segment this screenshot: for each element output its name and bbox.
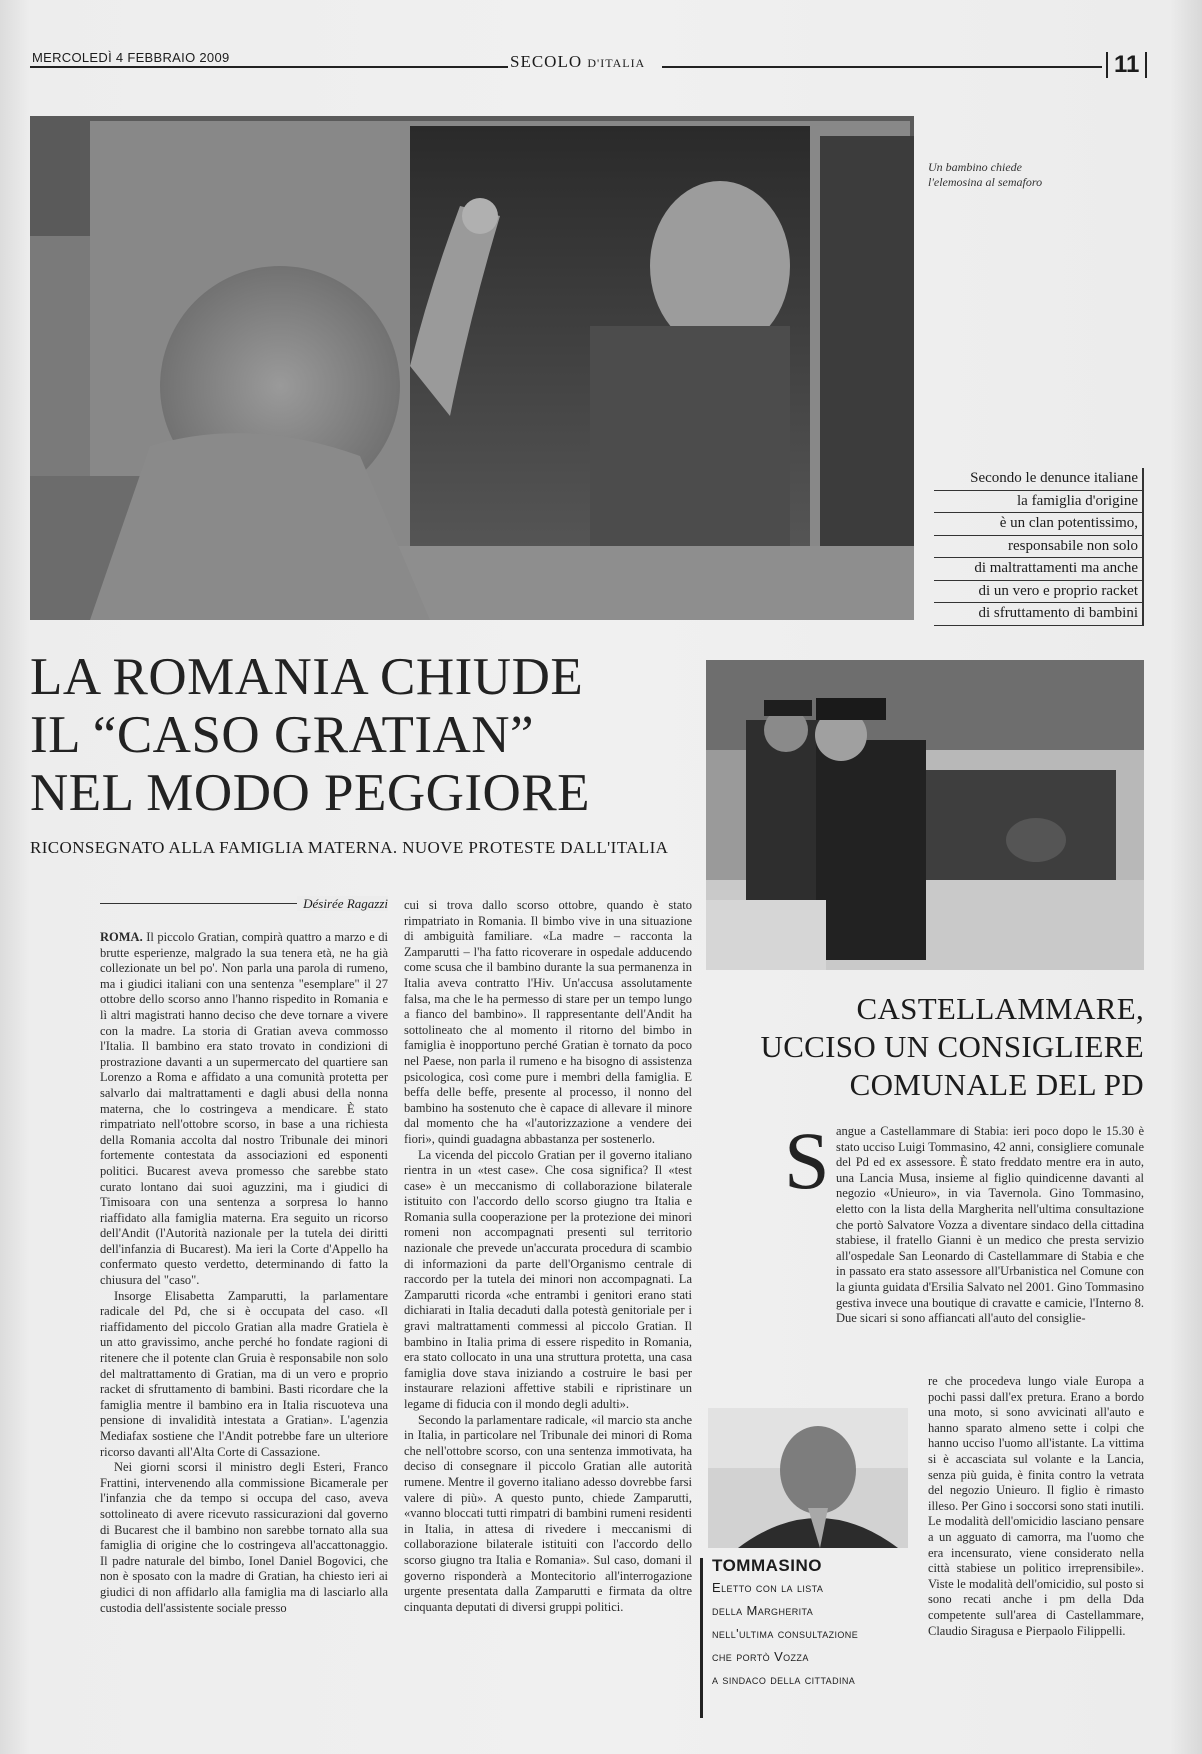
side-headline-line2: UCCISO UN CONSIGLIERE [760,1029,1144,1064]
pull-quote [934,468,1144,626]
main-article-column-2 [404,898,692,1728]
pull-quote-line: la famiglia d'origine [934,491,1144,514]
pull-quote-line: di maltrattamenti ma anche [934,558,1144,581]
article-paragraph: angue a Castellammare di Stabia: ieri poco dopo le 15.30 è stato ucciso Luigi Tommasino, 42 anni, consigliere comunale del Pd ed ex assessore. È stato freddato mentre era in auto, una Lancia Musa, insieme al figlio quindicenne davanti al negozio «Unieuro», in via Tavernola. Gino Tommasino, eletto con la lista della Margherita nell'ultima consultazione che portò Salvatore Vozza a diventare sindaco della cittadina stabiese, il fratello Gianni è un medico che presta servizio all'ospedale San Leonardo di Castellammare di Stabia e che in passato era stato assessore all'Urbanistica nel Comune con la giunta guidata d'Ersilia Salvato nel 2001. Gino Tommasino gestiva invece una boutique di cravatte e camicie, l'Interno 8. Due sicari si sono affiancati all'auto del consiglie- [836,1124,1144,1326]
main-subhead: RICONSEGNATO ALLA FAMIGLIA MATERNA. NUOVE PROTESTE DALL'ITALIA [30,838,669,857]
portrait-caption-line: Eletto con la lista [712,1580,824,1595]
photo-tommasino [708,1408,908,1548]
pull-quote-line: di sfruttamento di bambini [934,603,1144,626]
photo-child-begging-image [30,116,914,620]
photo-police-car-image [706,660,1144,970]
pull-quote-line: Secondo le denunce italiane [934,468,1144,491]
pull-quote-line: responsabile non solo [934,536,1144,559]
newspaper-name-suffix: D'ITALIA [587,56,646,70]
pull-quote-line: è un clan potentissimo, [934,513,1144,536]
issue-date: MERCOLEDÌ 4 FEBBRAIO 2009 [32,50,230,65]
portrait-caption-line: della Margherita [712,1603,814,1618]
top-photo-caption [928,160,1042,190]
article-paragraph: La vicenda del piccolo Gratian per il governo italiano rientra in un «test case». Che cosa significa? Il «test case» è un meccanismo di collaborazione bilaterale istituito con l'accordo dello scorso giugno tra Italia e Romania sulla cooperazione per la protezione dei minori romeni non accompagnati presenti sul territorio nazionale che prevede un'accurata procedura di scambio di informazioni da parte dell'Organismo centrale di raccordo per la tutela dei minori non accompagnati. La Zamparutti ricorda «che entrambi i genitori erano stati dichiarati in Italia decaduti dalla potestà genitoriale per i gravi maltrattamenti commessi al piccolo Gratian. Il bambino in Italia prima di essere rispedito in Romania, era stato collocato in una una struttura protetta, una casa famiglia dove stava iniziando a costruire le basi per instaurare relazioni affettive stabili e ripristinare un legame di fiducia con il mondo degli adulti». [404,1147,692,1411]
portrait-name: TOMMASINO [712,1556,822,1575]
portrait-caption-line: che portò Vozza [712,1649,809,1664]
main-headline-line1: LA ROMANIA CHIUDE [30,648,584,706]
top-photo-caption-line1: Un bambino chiede [928,160,1022,174]
drop-cap: S [784,1115,830,1206]
article-paragraph: Secondo la parlamentare radicale, «il marcio sta anche in Italia, in particolare nel Tribunale dei minori di Roma che nell'ottobre scorso, con una sentenza immotivata, ha deciso di consegnare il piccolo Gratian alle autorità rumene. Mentre il governo italiano adesso dovrebbe farsi valere di più». A questo punto, chiede Zamparutti, «vanno bloccati tutti rimpatri di bambini rumeni residenti in Italia, in attesa di rivedere i meccanismi di collaborazione bilaterale istituiti con l'accordo dello scorso giugno tra Italia e Romania». Sul caso, domani il governo risponderà a Montecitorio all'interrogazione urgente presentata dalla Zamparutti e firmata da oltre cinquanta deputati di diversi gruppi politici. [404,1412,692,1614]
portrait-caption [712,1556,908,1691]
main-article-column-1 [100,930,388,1730]
newspaper-name: SECOLO [510,52,583,71]
portrait-caption-line: a sindaco della cittadina [712,1672,856,1687]
portrait-caption-rule [700,1558,703,1718]
page-number: 11 [1106,52,1147,78]
main-headline [30,648,710,822]
article-paragraph [100,930,388,1289]
photo-child-begging [30,116,914,620]
article-paragraph: Insorge Elisabetta Zamparutti, la parlamentare radicale del Pd, che si è occupata del caso. «Il riaffidamento del piccolo Gratian alla madre Gratiela è un atto gravissimo, anche perché ho fondate ragioni di ritenere che il potente clan Gruia è responsabile non solo del maltrattamento di Gratian, ma di un vero e proprio racket di sfruttamento di bambini. Basti ricordare che la famiglia mentre il bambino era in Italia riscuoteva una pensione di invalidità intestata a Gratian». L'agenzia Mediafax sostiene che l'Andit potrebbe fare un ulteriore ricorso davanti all'Alta Corte di Cassazione. [100,1288,388,1459]
header-rule-left [30,66,508,68]
photo-police-car [706,660,1144,970]
side-article-intro [836,1124,1144,1354]
newspaper-title [510,52,645,72]
byline-author: Désirée Ragazzi [297,896,388,911]
portrait-caption-line: nell'ultima consultazione [712,1626,859,1641]
article-paragraph: Nei giorni scorsi il ministro degli Esteri, Franco Frattini, intervenendo alla commissione Bicamerale per l'infanzia che da tempo si occupa del caso, aveva sottolineato di avere ricevuto rassicurazioni dal governo di Bucarest che il bambino non sarebbe tornato alla sua famiglia di origine che lo costringeva all'accattonaggio. Il padre naturale del bimbo, Ionel Daniel Bogovici, che non è sposato con la madre di Gratian, ha chiesto ieri ai giudici di non affidarlo alla famiglia ma di lasciarlo alla custodia dell'assistente sociale presso [100,1460,388,1615]
main-headline-line2: IL “CASO GRATIAN” [30,706,535,764]
side-article-continuation [928,1374,1144,1734]
article-text: Il piccolo Gratian, compirà quattro a marzo e di brutte esperienze, malgrado la sua tenera età, ne ha già collezionate un bel po'. Non parla una parola di rumeno, ma i giudici italiani con una sentenza "esemplare" il 27 ottobre dello scorso anno l'hanno rispedito in Romania e lì altri magistrati hanno deciso che deve tornare a vivere con la madre. La storia di Gratian aveva commosso l'Italia. Il bambino era stato trovato in condizioni di prostrazione davanti a un supermercato del quartiere san Lorenzo a Roma e affidato a una comunità protetta per salvarlo dai maltrattamenti e dagli abusi della nonna materna, che lo costringeva a mendicare. È stato rimpatriato nell'ottobre scorso, in base a una richiesta della Romania accolta dal nostro Tribunale dei minori fortemente contestata da associazioni ed esponenti politici. Bucarest aveva promesso che sarebbe stato curato lontano dai suoi aguzzini, ma i giudici di Timisoara con una sentenza a sorpresa lo hanno riaffidato alla famiglia materna. Era seguito un ricorso dell'Andit (l'Autorità nazionale per la tutela dei diritti dell'infanzia di Bucarest). Ma ieri la Corte d'Appello ha confermato questo verdetto, determinando di fatto la chiusura del "caso". [100,930,388,1288]
pull-quote-line: di un vero e proprio racket [934,581,1144,604]
header-rule-right [662,66,1102,68]
article-paragraph: cui si trova dallo scorso ottobre, quando è stato rimpatriato in Romania. Il bimbo vive in una situazione di ambiguità familiare. «La madre – racconta la Zamparutti – l'ha fatto ricoverare in ospedale adducendo come scusa che il bambino durante la sua permanenza in Italia aveva contratto l'Hiv. Un'accusa assolutamente falsa, ma che le ha permesso di stare per un tempo lungo a fianco del bambino». Il rappresentante dell'Andit ha sottolineato che al momento il ritorno del bimbo in famiglia è inopportuno perché Gratian è tornato da poco nel Paese, non parla il rumeno e ha bisogno di assistenza psicologica, così come pure i membri della famiglia. E beffa delle beffe, presente al processo, il nonno del bambino ha sostenuto che è capace di allevare il minore dal momento che ha «l'autorizzazione a vendere dei fiori», quindi guadagna abbastanza per sostenerlo. [404,898,692,1146]
dateline: ROMA. [100,930,143,944]
side-headline-line3: COMUNALE DEL PD [849,1067,1144,1102]
main-headline-line3: NEL MODO PEGGIORE [30,764,591,822]
side-headline [700,990,1144,1104]
top-photo-caption-line2: l'elemosina al semaforo [928,175,1043,189]
photo-tommasino-image [708,1408,908,1548]
byline [100,896,388,911]
side-headline-line1: CASTELLAMMARE, [856,991,1144,1026]
article-paragraph: re che procedeva lungo viale Europa a pochi passi dall'ex pretura. Erano a bordo una moto, si sono avvicinati all'auto e hanno sparato almeno sette i colpi che hanno ucciso l'uomo all'istante. La vittima si è accasciata sul volante e la Lancia, senza più guida, è finita contro la vetrata del negozio Unieuro. Il figlio è rimasto illeso. Per Gino i soccorsi sono stati inutili. Le modalità dell'omicidio lasciano pensare a un agguato di camorra, ma l'uomo che era incensurato, viene considerato nella città stabiese un politico irreprensibile». Viste le modalità dell'omicidio, sul posto si sono recati anche i pm della Dda competente sull'area di Castellammare, Claudio Siragusa e Pierpaolo Filippelli. [928,1374,1144,1638]
pull-quote-rule [1142,468,1144,626]
